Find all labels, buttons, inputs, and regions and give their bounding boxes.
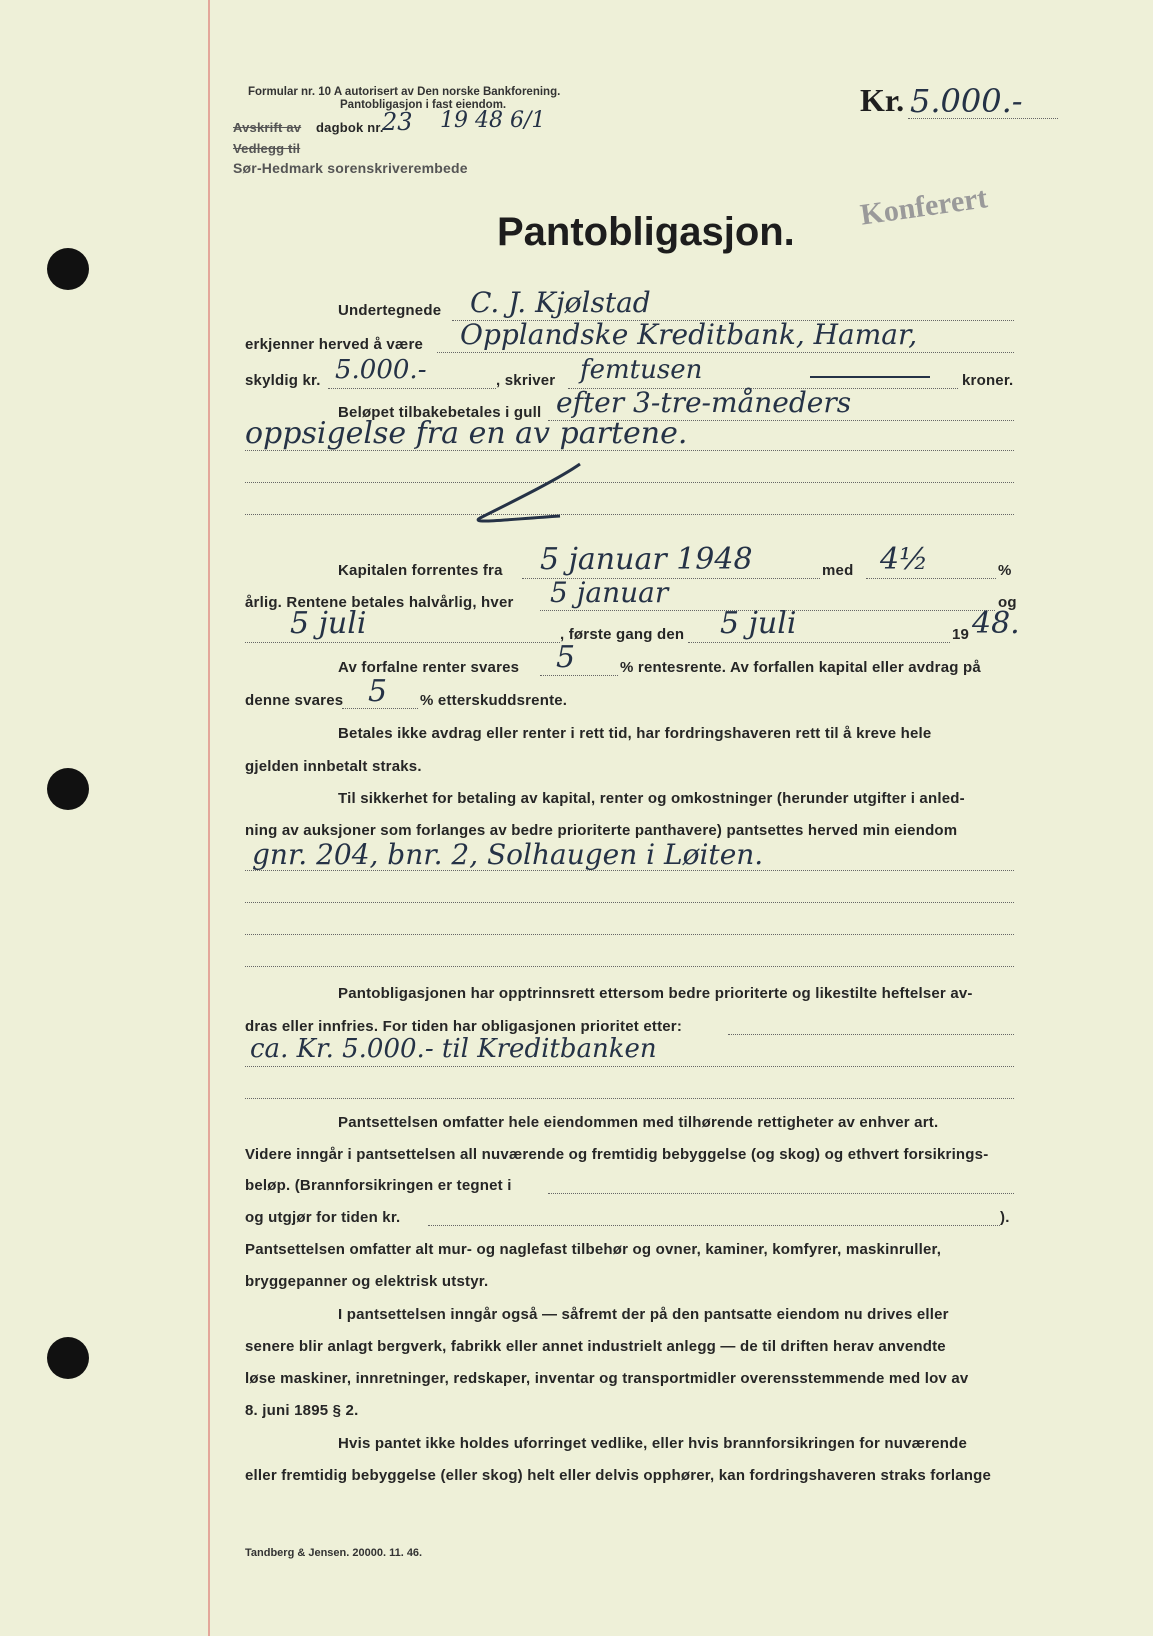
fill-line <box>245 482 1014 483</box>
og-label: og <box>998 594 1017 611</box>
denne-label: denne svares <box>245 692 344 709</box>
compound-interest-rate: 5 <box>556 640 576 675</box>
kapitalen-label: Kapitalen forrentes fra <box>338 562 503 579</box>
office-stamp: Sør-Hedmark sorenskriverembede <box>233 160 468 176</box>
rentesrente-label: % rentesrente. Av forfallen kapital eller avdrag på <box>620 659 981 676</box>
payment-date-1: 5 januar <box>550 576 669 609</box>
med-label: med <box>822 562 854 579</box>
sikkerhet-text-2: ning av auksjoner som forlanges av bedre prioriterte panthavere) pantsettes herved min eiendom <box>245 822 958 839</box>
undertegnede-label: Undertegnede <box>338 302 442 319</box>
forste-label: , første gang den <box>560 626 685 643</box>
omfatter-text-4-end: ). <box>1000 1209 1010 1226</box>
fill-line <box>328 388 496 389</box>
opptrinnsrett-text-2: dras eller innfries. For tiden har obligasjonen prioritet etter: <box>245 1018 683 1035</box>
omfatter-text-6: bryggepanner og elektrisk utstyr. <box>245 1273 489 1290</box>
percent-sign: % <box>998 562 1012 579</box>
fill-line <box>245 966 1014 967</box>
vedlegg-label: Vedlegg til <box>233 141 301 156</box>
amount-words-stroke <box>810 376 930 378</box>
omfatter-text-2: Videre inngår i pantsettelsen all nuværende og fremtidig bebyggelse (og skog) og ethvert forsikrings- <box>245 1146 989 1163</box>
debtor-name: C. J. Kjølstad <box>470 286 651 319</box>
omfatter-text-1: Pantsettelsen omfatter hele eiendommen med tilhørende rettigheter av enhver art. <box>338 1114 939 1131</box>
sikkerhet-text-1: Til sikkerhet for betaling av kapital, renter og omkostninger (herunder utgifter i anled- <box>338 790 965 807</box>
repayment-terms-1: efter 3-tre-måneders <box>556 386 852 419</box>
amount-label: Kr. <box>860 82 905 118</box>
bergverk-text-2: senere blir anlagt bergverk, fabrikk eller annet industrielt anlegg — de til driften herav anvendte <box>245 1338 946 1355</box>
amount-line <box>908 118 1058 119</box>
interest-start-date: 5 januar 1948 <box>540 542 753 577</box>
skriver-label: , skriver <box>496 372 556 389</box>
amount-in-words: femtusen <box>580 355 703 385</box>
amount-value: 5.000.- <box>910 82 1023 120</box>
late-interest-rate: 5 <box>368 674 388 709</box>
punch-hole-icon <box>47 248 89 290</box>
dagbok-label: dagbok nr. <box>316 120 384 135</box>
fill-line <box>688 642 950 643</box>
etterskudd-label: % etterskuddsrente. <box>420 692 568 709</box>
pantet-text-2: eller fremtidig bebyggelse (eller skog) helt eller delvis opphører, kan fordringshaveren straks forlange <box>245 1467 992 1484</box>
fill-line <box>245 934 1014 935</box>
bergverk-text-3: løse maskiner, innretninger, redskaper, inventar og transportmidler overensstemmende med lov av <box>245 1370 969 1387</box>
fill-line <box>728 1034 1014 1035</box>
payment-date-2: 5 juli <box>290 606 367 641</box>
first-payment-date: 5 juli <box>720 606 797 641</box>
fill-line <box>437 352 1014 353</box>
cancel-stroke-icon <box>460 458 610 538</box>
bergverk-text-4: 8. juni 1895 § 2. <box>245 1402 359 1419</box>
form-type: Pantobligasjon i fast eiendom. <box>340 99 507 111</box>
forfalne-label: Av forfalne renter svares <box>338 659 520 676</box>
avskrift-label: Avskrift av <box>233 120 302 135</box>
punch-hole-icon <box>47 768 89 810</box>
dagbok-number: 23 <box>382 108 413 136</box>
fill-line <box>245 642 560 643</box>
fill-line <box>245 1098 1014 1099</box>
prior-encumbrance: ca. Kr. 5.000.- til Kreditbanken <box>250 1034 657 1064</box>
fill-line <box>245 902 1014 903</box>
opptrinnsrett-text-1: Pantobligasjonen har opptrinnsrett ettersom bedre prioriterte og likestilte heftelser av- <box>338 985 973 1002</box>
fill-line <box>245 1066 1014 1067</box>
fill-line <box>245 514 1014 515</box>
pantet-text-1: Hvis pantet ikke holdes uforringet vedlike, eller hvis brannforsikringen for nuværende <box>338 1435 968 1452</box>
aarlig-label: årlig. Rentene betales halvårlig, hver <box>245 594 514 611</box>
erkjenner-label: erkjenner herved å være <box>245 336 424 353</box>
skyldig-label: skyldig kr. <box>245 372 321 389</box>
punch-hole-icon <box>47 1337 89 1379</box>
fill-line <box>428 1225 1000 1226</box>
skyldig-amount: 5.000.- <box>335 355 427 385</box>
omfatter-text-3: beløp. (Brannforsikringen er tegnet i <box>245 1177 512 1194</box>
betales-text-2: gjelden innbetalt straks. <box>245 758 422 775</box>
creditor-name: Opplandske Kreditbank, Hamar, <box>460 318 918 351</box>
betales-text-1: Betales ikke avdrag eller renter i rett tid, har fordringshaveren rett til å kreve hele <box>338 725 932 742</box>
form-authorization: Formular nr. 10 A autorisert av Den norske Bankforening. <box>248 86 561 98</box>
kroner-label: kroner. <box>962 372 1014 389</box>
fill-line <box>540 675 618 676</box>
first-payment-year: 48. <box>972 606 1020 641</box>
fill-line <box>548 1193 1014 1194</box>
bergverk-text-1: I pantsettelsen inngår også — såfremt der på den pantsatte eiendom nu drives eller <box>338 1306 949 1323</box>
konferert-stamp: Konferert <box>858 181 990 232</box>
omfatter-text-5: Pantsettelsen omfatter alt mur- og naglefast tilbehør og ovner, kaminer, komfyrer, maskinruller, <box>245 1241 942 1258</box>
document-title: Pantobligasjon. <box>497 210 795 254</box>
dagbok-date: 19 48 6/1 <box>440 108 546 133</box>
margin-rule <box>208 0 210 1636</box>
tilbakebetales-label: Beløpet tilbakebetales i gull <box>338 404 542 421</box>
printer-imprint: Tandberg & Jensen. 20000. 11. 46. <box>245 1547 423 1559</box>
interest-rate: 4½ <box>880 542 929 577</box>
year-prefix: 19 <box>952 626 970 643</box>
repayment-terms-2: oppsigelse fra en av partene. <box>245 416 688 451</box>
property-description: gnr. 204, bnr. 2, Solhaugen i Løiten. <box>252 838 764 871</box>
fill-line <box>866 578 996 579</box>
omfatter-text-4: og utgjør for tiden kr. <box>245 1209 401 1226</box>
